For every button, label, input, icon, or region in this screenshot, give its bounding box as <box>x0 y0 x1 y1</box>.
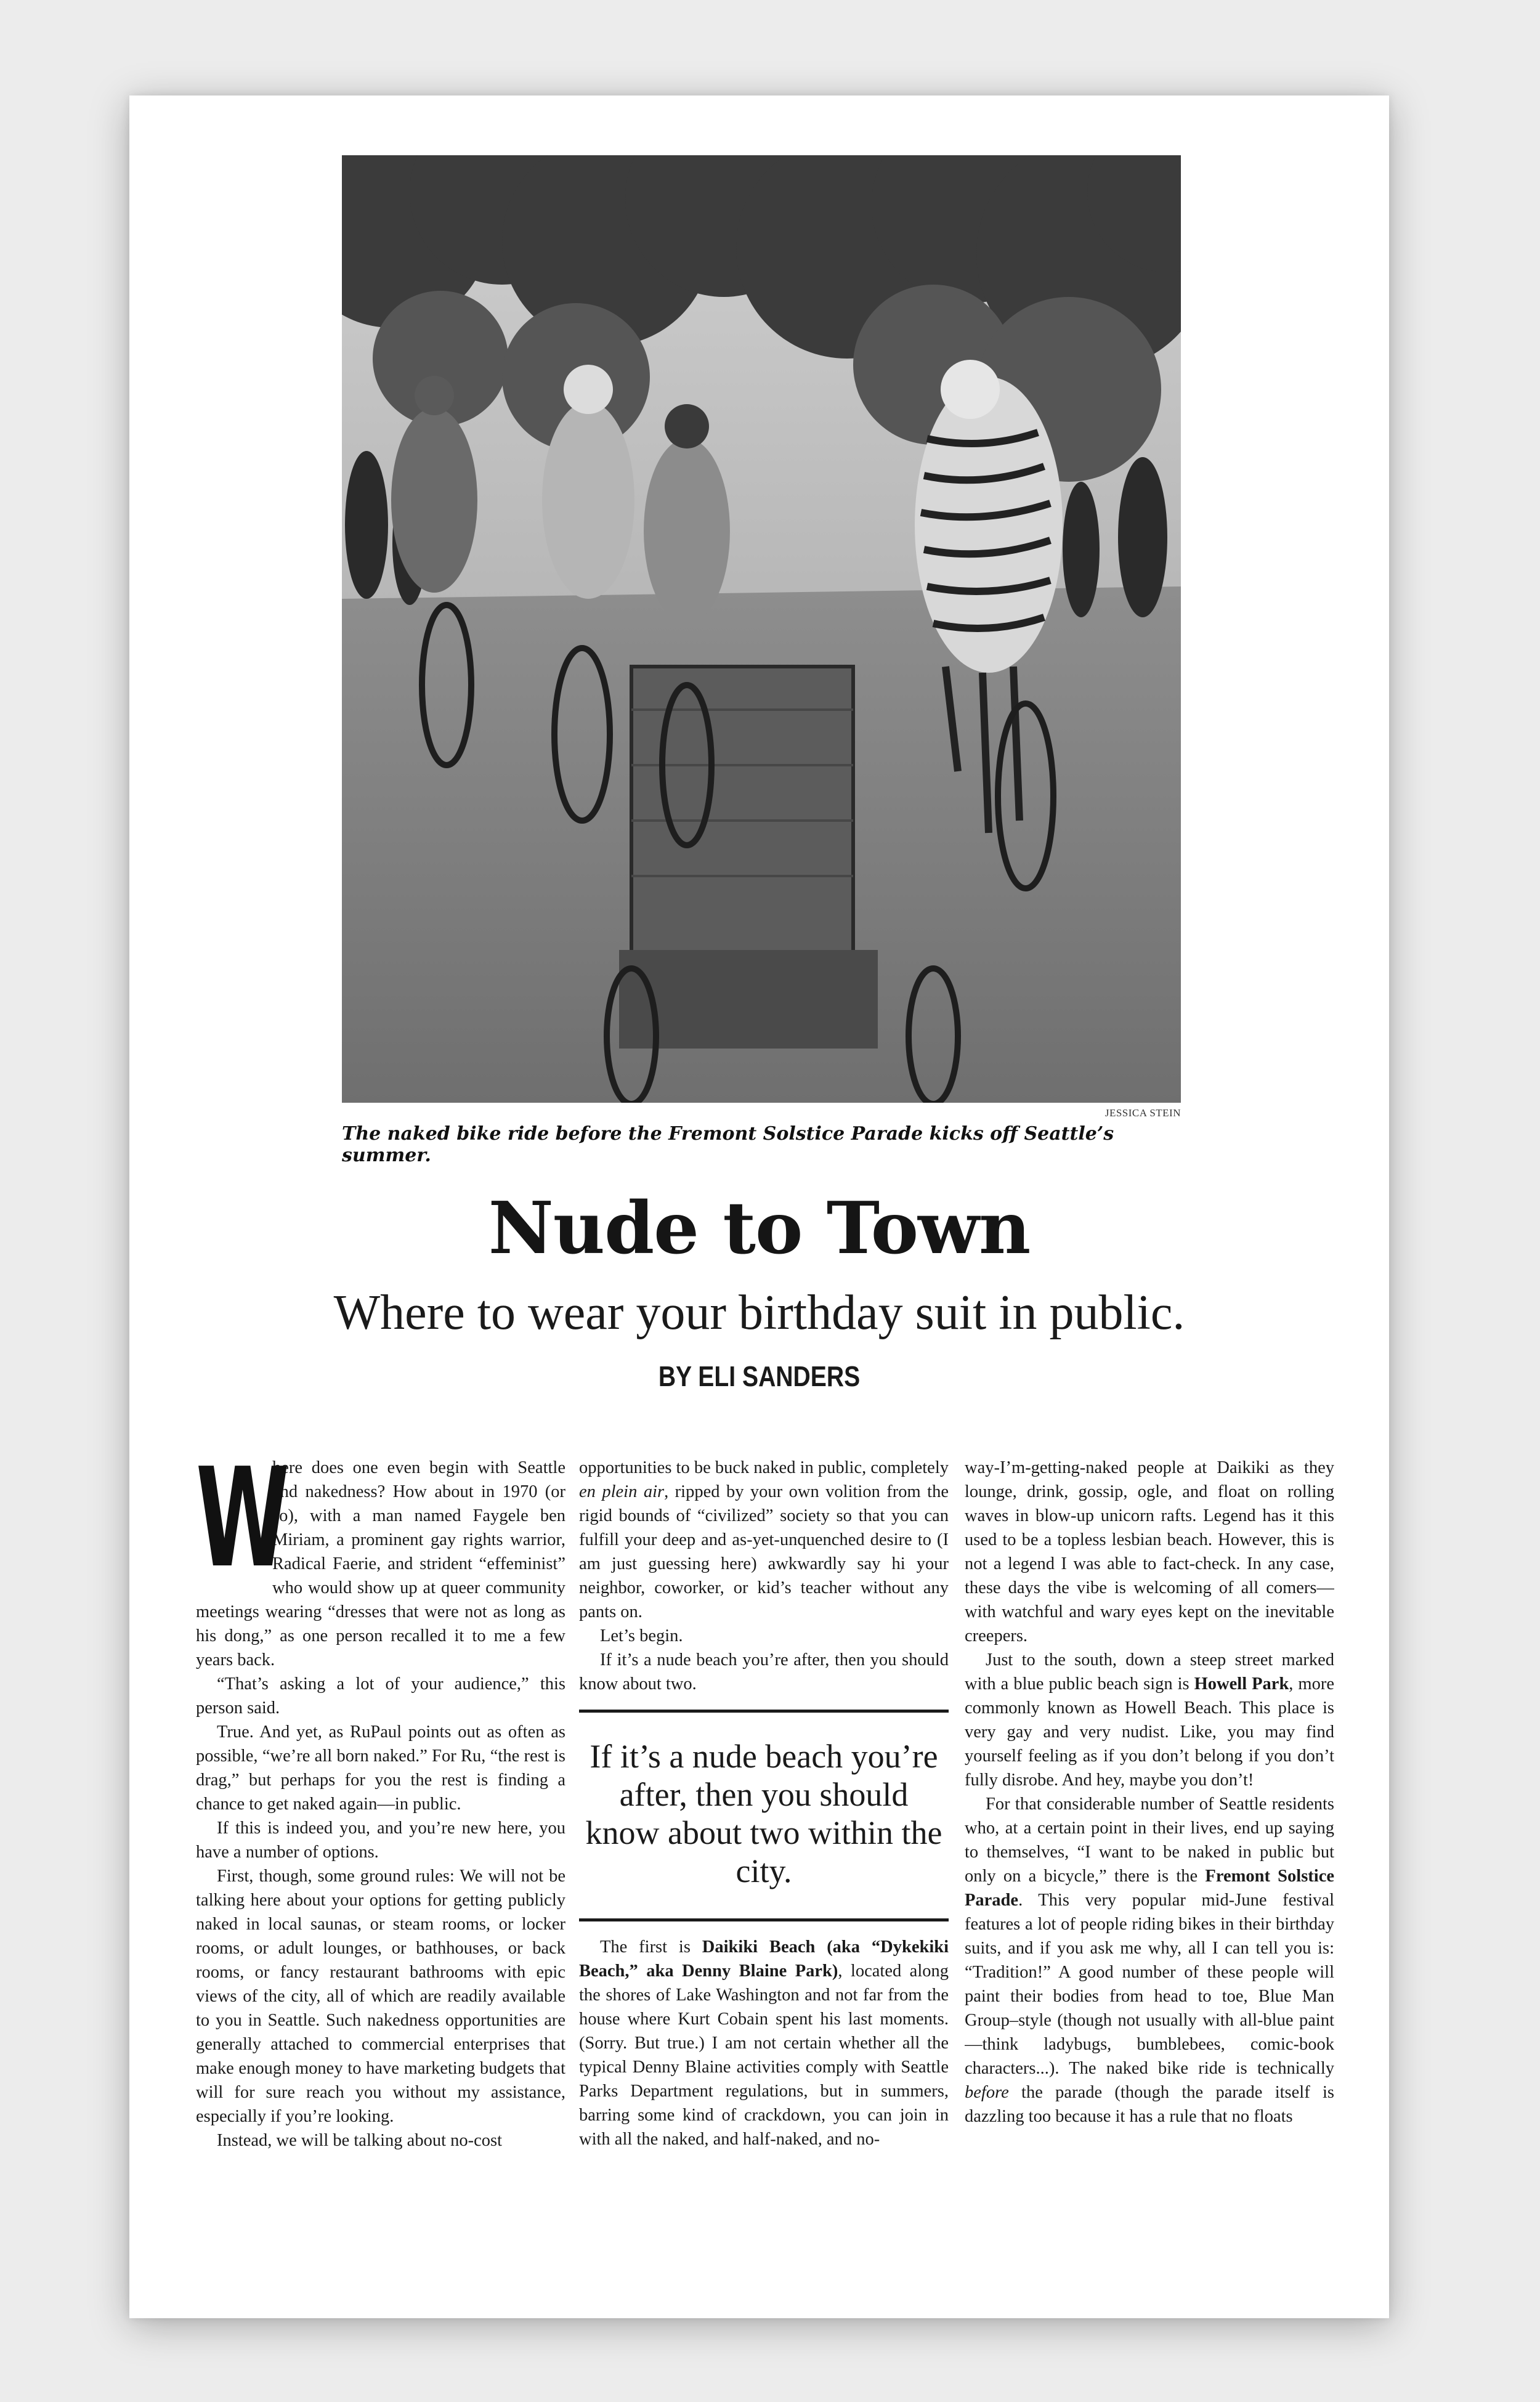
italic-text: en plein air <box>579 1482 665 1501</box>
text-run: , ripped by your own volition from the rigid bounds of “civilized” society so that you can fulfill your deep and as-yet-unquenched desire to (I am just guessing here) awkwardly say hi your neighbor, coworker, or kid’s teacher without any pants on. <box>579 1482 949 1621</box>
photo-credit: JESSICA STEIN <box>1104 1107 1181 1119</box>
dek: Where to wear your birthday suit in public. <box>333 1286 1185 1340</box>
byline: BY ELI SANDERS <box>658 1360 861 1392</box>
bold-text: Daikiki Beach (aka “Dykekiki Beach,” aka Denny Blaine Park) <box>579 1937 949 1981</box>
pull-quote: If it’s a nude beach you’re after, then you should know about two within the city. <box>579 1710 949 1921</box>
text-run: the parade (though the parade itself is dazzling too because it has a rule that no floats <box>965 2083 1334 2126</box>
bold-text: Fremont Solstice Parade <box>965 1867 1334 1910</box>
paragraph <box>579 1456 949 1624</box>
text-run: . This very popular mid-June festival features a lot of people riding bikes in their birthday suits, and if you ask me why, all I can tell you is: “Tradition!” A good number of these people will paint their bodies from head to toe, Blue Man Group–style (though not usually with all-blue paint—think ladybugs, bumblebees, comic-book characters...). The naked bike ride is technically <box>965 1891 1334 2078</box>
text-run: Just to the south, down a steep street marked with a blue public beach sign is <box>965 1650 1334 1694</box>
paragraph: First, though, some ground rules: We will not be talking here about your options for getting publicly naked in local saunas, or steam rooms, or locker rooms, or adult lounges, or bathhouses, or back rooms, or fancy restaurant bathrooms with epic views of the city, all of which are readily available to you in Seattle. Such nakedness opportunities are generally attached to commercial enterprises that make enough money to have marketing budgets that will for sure reach you without my assistance, especially if you’re looking. <box>196 1867 565 2126</box>
article-column-3 <box>965 1456 1334 2269</box>
text-run: For that considerable number of Seattle residents who, at a certain point in their lives, end up saying to themselves, “I want to be naked in public but only on a bicycle,” there is the <box>965 1795 1334 1886</box>
article-column-1 <box>196 1456 565 2269</box>
magazine-page <box>129 95 1389 2318</box>
paragraph <box>965 1648 1334 1792</box>
photo-caption: The naked bike ride before the Fremont Solstice Parade kicks off Seattle’s summer. <box>342 1123 1114 1166</box>
paragraph: “That’s asking a lot of your audience,” this person said. <box>196 1674 565 1718</box>
text-run: opportunities to be buck naked in public, completely <box>579 1458 949 1477</box>
text-run: , more commonly known as Howell Beach. This place is very gay and very nudist. Like, you may find yourself feeling as if you don’t belong if you don’t fully disrobe. And hey, maybe you don’t! <box>965 1674 1334 1790</box>
article-column-2 <box>579 1456 949 2269</box>
paragraph: here does one even begin with Seattle and nakedness? How about in 1970 (or so), with a man named Faygele ben Miriam, a prominent gay rights warrior, Radical Faerie, and strident “effeminist” who would show up at queer community meetings wearing “dresses that were not as long as his dong,” as one person recalled it to me a few years back. <box>196 1458 565 1670</box>
paragraph <box>965 1792 1334 2128</box>
paragraph <box>579 1935 949 2151</box>
italic-text: before <box>965 2083 1009 2102</box>
paragraph: Instead, we will be talking about no-cost <box>217 2131 503 2150</box>
parade-photo-illustration <box>342 155 1181 1103</box>
text-run: The first is <box>600 1937 702 1957</box>
paragraph: way-I’m-getting-naked people at Daikiki as they lounge, drink, gossip, ogle, and float on rolling waves in blow-up unicorn rafts. Legend has it this used to be a topless lesbian beach. However, this is not a legend I was able to fact-check. In any case, these days the vibe is welcoming of all comers—with watchful and wary eyes kept on the inevitable creepers. <box>965 1458 1334 1645</box>
parade-photo <box>342 155 1181 1103</box>
paragraph: If this is indeed you, and you’re new here, you have a number of options. <box>196 1819 565 1862</box>
drop-cap: W <box>196 1456 290 1598</box>
paragraph: Let’s begin. <box>600 1626 683 1645</box>
paragraph: True. And yet, as RuPaul points out as often as possible, “we’re all born naked.” For Ru, “the rest is drag,” but perhaps for you the rest is finding a chance to get naked again—in public. <box>196 1722 565 1814</box>
paragraph: If it’s a nude beach you’re after, then you should know about two. <box>579 1650 949 1694</box>
bold-text: Howell Park <box>1194 1674 1289 1694</box>
text-run: , located along the shores of Lake Washington and not far from the house where Kurt Cobain spent his last moments. (Sorry. But true.) I am not certain whether all the typical Denny Blaine activities comply with Seattle Parks Department regulations, but in summers, barring some kind of crackdown, you can join in with all the naked, and half-naked, and no- <box>579 1962 949 2149</box>
headline: Nude to Town <box>488 1187 1031 1270</box>
